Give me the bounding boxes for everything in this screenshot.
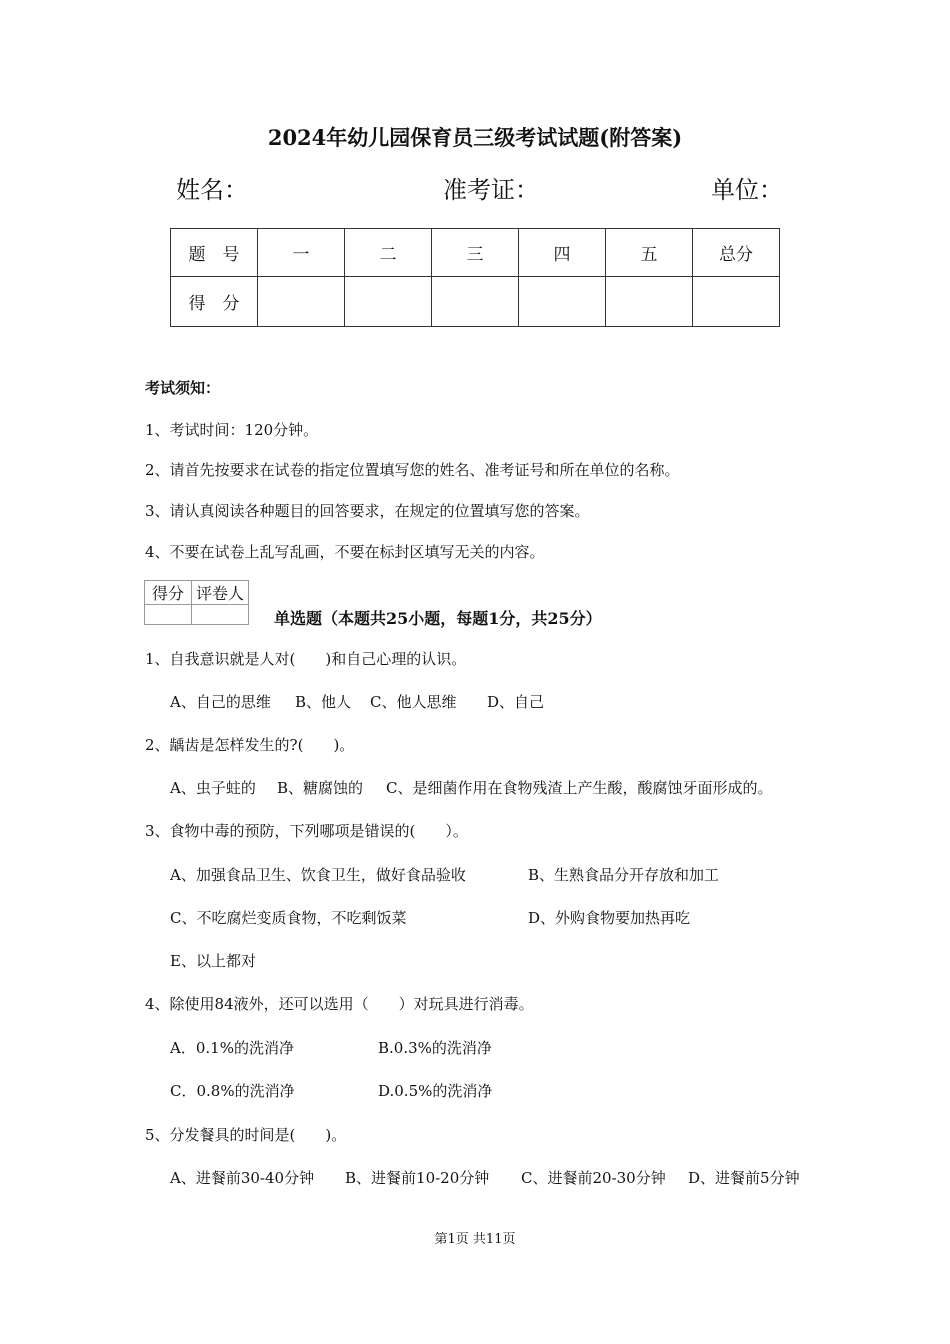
score-table-header-cell: 总分 xyxy=(693,229,780,277)
question-option: C、是细菌作用在食物残渣上产生酸，酸腐蚀牙面形成的。 xyxy=(386,779,773,797)
question-option: E、以上都对 xyxy=(170,952,256,970)
score-table-header-cell: 五 xyxy=(606,229,693,277)
score-table xyxy=(170,228,780,327)
score-table-header-cell: 三 xyxy=(432,229,519,277)
question-stem: 4、除使用84液外，还可以选用（ ）对玩具进行消毒。 xyxy=(145,995,534,1013)
notice-rule: 4、不要在试卷上乱写乱画，不要在标封区填写无关的内容。 xyxy=(145,543,545,561)
question-stem: 2、龋齿是怎样发生的?( )。 xyxy=(145,736,355,754)
grader-reviewer-cell xyxy=(192,605,249,625)
grader-score-label: 得分 xyxy=(145,581,192,605)
exam-id-field-label: 准考证： xyxy=(443,176,539,204)
question-option: B、进餐前10-20分钟 xyxy=(345,1169,490,1187)
name-field-label: 姓名： xyxy=(176,176,248,204)
question-option: B、生熟食品分开存放和加工 xyxy=(528,866,720,884)
notice-rule: 2、请首先按要求在试卷的指定位置填写您的姓名、准考证号和所在单位的名称。 xyxy=(145,461,680,479)
question-option: B、糖腐蚀的 xyxy=(277,779,364,797)
question-option: A、虫子蛀的 xyxy=(170,779,256,797)
page-footer: 第1页 共11页 xyxy=(434,1232,516,1247)
unit-field-label: 单位： xyxy=(711,176,783,204)
score-cell xyxy=(258,277,345,327)
score-table-header-cell: 二 xyxy=(345,229,432,277)
question-option: C、进餐前20-30分钟 xyxy=(521,1169,666,1187)
score-table-header-cell: 一 xyxy=(258,229,345,277)
section-title: 单选题（本题共25小题，每题1分，共25分） xyxy=(274,609,602,628)
score-cell xyxy=(519,277,606,327)
question-stem: 5、分发餐具的时间是( )。 xyxy=(145,1126,347,1144)
question-option: C、他人思维 xyxy=(370,693,457,711)
question-option: D、进餐前5分钟 xyxy=(688,1169,800,1187)
question-option: B.0.3%的洗消净 xyxy=(378,1039,492,1057)
score-cell xyxy=(432,277,519,327)
question-option: C．0.8%的洗消净 xyxy=(170,1082,295,1100)
question-option: A、加强食品卫生、饮食卫生，做好食品验收 xyxy=(170,866,466,884)
question-option: D.0.5%的洗消净 xyxy=(378,1082,493,1100)
score-table-score-row xyxy=(171,277,780,327)
score-cell xyxy=(693,277,780,327)
score-cell xyxy=(606,277,693,327)
question-option: D、自己 xyxy=(487,693,545,711)
question-option: C、不吃腐烂变质食物，不吃剩饭菜 xyxy=(170,909,407,927)
grader-box xyxy=(144,580,249,625)
question-option: B、他人 xyxy=(295,693,352,711)
notice-heading: 考试须知： xyxy=(145,379,221,397)
question-stem: 3、食物中毒的预防，下列哪项是错误的( ）。 xyxy=(145,822,468,840)
question-option: D、外购食物要加热再吃 xyxy=(528,909,691,927)
question-option: A．0.1%的洗消净 xyxy=(170,1039,294,1057)
score-table-header-cell: 题 号 xyxy=(171,229,258,277)
question-option: A、进餐前30-40分钟 xyxy=(170,1169,315,1187)
notice-rule: 3、请认真阅读各种题目的回答要求，在规定的位置填写您的答案。 xyxy=(145,502,590,520)
score-cell xyxy=(345,277,432,327)
notice-rule: 1、考试时间：120分钟。 xyxy=(145,421,319,439)
grader-reviewer-label: 评卷人 xyxy=(192,581,249,605)
score-table-header-cell: 四 xyxy=(519,229,606,277)
score-table-row-label: 得 分 xyxy=(171,277,258,327)
page-title: 2024年幼儿园保育员三级考试试题(附答案) xyxy=(267,125,683,150)
question-option: A、自己的思维 xyxy=(170,693,271,711)
grader-score-cell xyxy=(145,605,192,625)
question-stem: 1、自我意识就是人对( )和自己心理的认识。 xyxy=(145,650,467,668)
score-table-header-row xyxy=(171,229,780,277)
